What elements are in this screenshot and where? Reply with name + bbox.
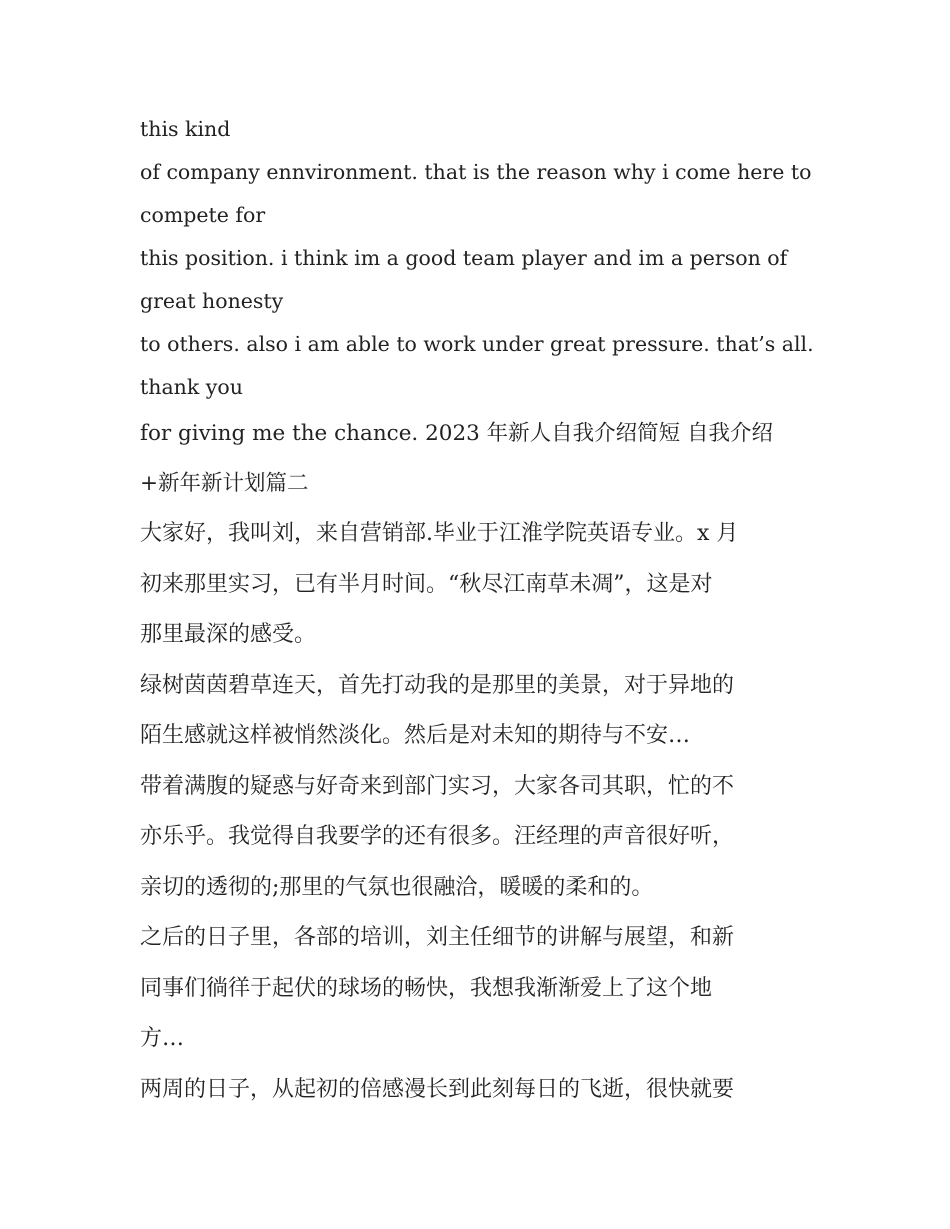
text-line: 带着满腹的疑惑与好奇来到部门实习，大家各司其职，忙的不 xyxy=(140,773,735,799)
text-line: 初来那里实习，已有半月时间。“秋尽江南草未凋”，这是对 xyxy=(140,571,713,597)
text-line: 那里最深的感受。 xyxy=(140,622,317,647)
text-line: for giving me the chance. 2023 年新人自我介绍简短 自我介绍 xyxy=(140,421,773,446)
text-line: of company ennvironment. that is the reason why i come here to xyxy=(140,160,812,184)
text-line: to others. also i am able to work under great pressure. that’s all. xyxy=(140,332,814,356)
text-line: 亦乐乎。我觉得自我要学的还有很多。汪经理的声音很好听， xyxy=(140,824,735,849)
text-line: 两周的日子，从起初的倍感漫长到此刻每日的飞逝，很快就要 xyxy=(140,1076,735,1102)
section-heading: +新年新计划篇二 xyxy=(140,471,309,496)
text-line: thank you xyxy=(140,375,243,399)
text-line: 同事们徜徉于起伏的球场的畅快，我想我渐渐爱上了这个地 xyxy=(140,975,713,1001)
text-line: 亲切的透彻的;那里的气氛也很融洽，暖暖的柔和的。 xyxy=(140,874,654,900)
text-line: 之后的日子里，各部的培训，刘主任细节的讲解与展望，和新 xyxy=(140,925,735,950)
text-line: 大家好，我叫刘，来自营销部.毕业于江淮学院英语专业。x 月 xyxy=(140,521,739,546)
text-line: 陌生感就这样被悄然淡化。然后是对未知的期待与不安… xyxy=(140,723,691,748)
text-line: 绿树茵茵碧草连天，首先打动我的是那里的美景，对于异地的 xyxy=(140,672,735,698)
text-line: great honesty xyxy=(140,289,284,313)
document-body xyxy=(140,108,820,1115)
text-line: this kind xyxy=(140,117,231,141)
text-line: 方… xyxy=(140,1026,185,1051)
text-line: compete for xyxy=(140,203,266,227)
text-line: this position. i think im a good team player and im a person of xyxy=(140,246,788,270)
